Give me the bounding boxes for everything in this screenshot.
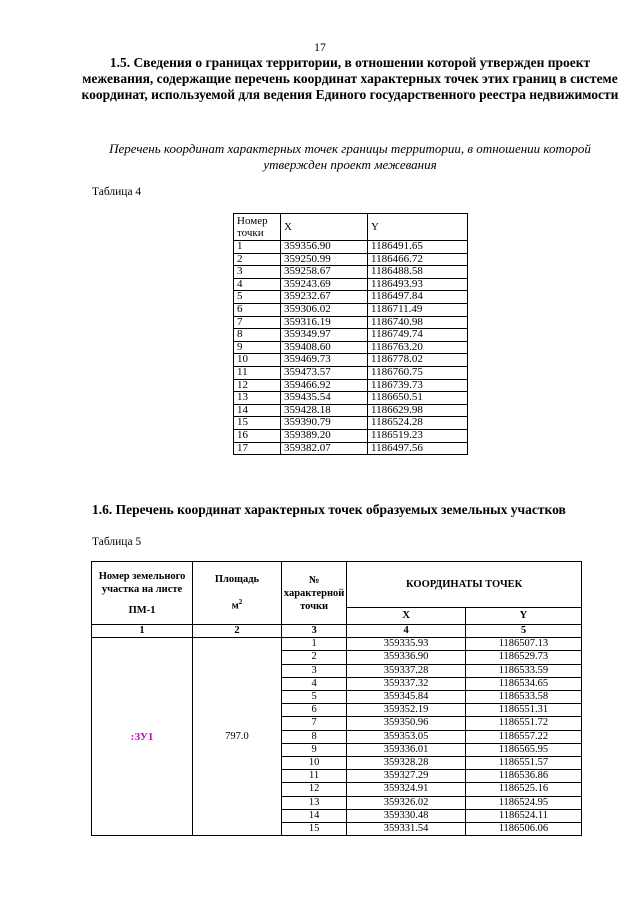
point-number-cell: 1	[281, 638, 347, 651]
point-number-cell: 12	[281, 783, 347, 796]
column-header-x: X	[347, 607, 466, 624]
table-header-row	[234, 214, 468, 241]
parcel-coordinates-body	[92, 625, 582, 836]
x-coordinate-cell: 359435.54	[281, 392, 368, 405]
table4-subtitle: Перечень координат характерных точек границы территории, в отношении которой утвержден проект межевания	[109, 141, 591, 172]
y-coordinate-cell: 1186740.98	[368, 316, 468, 329]
point-number-cell: 12	[234, 379, 281, 392]
section-heading-text: . Сведения о границах территории, в отношении которой утвержден проект межевания, содержащие перечень координат характерных точек этих границ в системе координат, используемой для ведения Единого государственного реестра недвижимости	[81, 55, 619, 102]
x-coordinate-cell: 359336.90	[347, 651, 466, 664]
point-number-cell: 15	[234, 417, 281, 430]
y-coordinate-cell: 1186551.57	[465, 757, 581, 770]
point-number-cell: 11	[234, 366, 281, 379]
y-coordinate-cell: 1186778.02	[368, 354, 468, 367]
x-coordinate-cell: 359469.73	[281, 354, 368, 367]
point-number-cell: 5	[234, 291, 281, 304]
x-coordinate-cell: 359330.48	[347, 809, 466, 822]
table-row	[92, 638, 582, 651]
point-number-cell: 14	[234, 404, 281, 417]
x-coordinate-cell: 359337.32	[347, 677, 466, 690]
point-number-cell: 5	[281, 691, 347, 704]
x-coordinate-cell: 359327.29	[347, 770, 466, 783]
y-coordinate-cell: 1186493.93	[368, 278, 468, 291]
y-coordinate-cell: 1186519.23	[368, 429, 468, 442]
x-coordinate-cell: 359352.19	[347, 704, 466, 717]
y-coordinate-cell: 1186524.95	[465, 796, 581, 809]
x-coordinate-cell: 359408.60	[281, 341, 368, 354]
section-heading-text: . Перечень координат характерных точек образуемых земельных участков	[108, 502, 566, 517]
column-header-coordinates: КООРДИНАТЫ ТОЧЕК	[347, 562, 582, 608]
x-coordinate-cell: 359350.96	[347, 717, 466, 730]
column-header-point-number: № характерной точки	[281, 562, 347, 625]
y-coordinate-cell: 1186534.65	[465, 677, 581, 690]
x-coordinate-cell: 359316.19	[281, 316, 368, 329]
point-number-cell: 9	[234, 341, 281, 354]
table-row	[234, 404, 468, 417]
x-coordinate-cell: 359389.20	[281, 429, 368, 442]
x-coordinate-cell: 359428.18	[281, 404, 368, 417]
parcel-number-header-line1: Номер земельного участка на листе	[98, 570, 186, 595]
y-coordinate-cell: 1186506.06	[465, 823, 581, 836]
x-coordinate-cell: 359331.54	[347, 823, 466, 836]
parcel-number-header-line2: ПМ-1	[128, 604, 156, 616]
y-coordinate-cell: 1186650.51	[368, 392, 468, 405]
y-coordinate-cell: 1186551.72	[465, 717, 581, 730]
section-heading-1-6	[92, 502, 632, 518]
y-coordinate-cell: 1186497.56	[368, 442, 468, 455]
x-coordinate-cell: 359466.92	[281, 379, 368, 392]
parcel-coordinates-table	[91, 561, 582, 836]
section-heading-1-5	[80, 55, 620, 103]
column-index: 4	[347, 625, 466, 638]
section-number: 1.6	[92, 502, 109, 517]
y-coordinate-cell: 1186739.73	[368, 379, 468, 392]
x-coordinate-cell: 359306.02	[281, 303, 368, 316]
point-number-cell: 15	[281, 823, 347, 836]
x-coordinate-cell: 359258.67	[281, 266, 368, 279]
y-coordinate-cell: 1186551.31	[465, 704, 581, 717]
point-number-cell: 4	[281, 677, 347, 690]
point-number-cell: 6	[234, 303, 281, 316]
column-index: 2	[193, 625, 282, 638]
column-header-x: X	[281, 214, 368, 241]
column-index: 5	[465, 625, 581, 638]
table-row	[234, 266, 468, 279]
y-coordinate-cell: 1186529.73	[465, 651, 581, 664]
x-coordinate-cell: 359390.79	[281, 417, 368, 430]
point-number-cell: 16	[234, 429, 281, 442]
x-coordinate-cell: 359250.99	[281, 253, 368, 266]
y-coordinate-cell: 1186711.49	[368, 303, 468, 316]
table-row	[234, 241, 468, 254]
point-number-cell: 4	[234, 278, 281, 291]
y-coordinate-cell: 1186488.58	[368, 266, 468, 279]
point-number-cell: 1	[234, 241, 281, 254]
column-index: 1	[92, 625, 193, 638]
point-number-cell: 13	[234, 392, 281, 405]
point-number-cell: 6	[281, 704, 347, 717]
table-row	[234, 442, 468, 455]
point-number-cell: 7	[281, 717, 347, 730]
column-header-y: Y	[368, 214, 468, 241]
column-index-row	[92, 625, 582, 638]
y-coordinate-cell: 1186533.59	[465, 664, 581, 677]
column-header-area	[193, 562, 282, 625]
point-number-cell: 7	[234, 316, 281, 329]
y-coordinate-cell: 1186525.16	[465, 783, 581, 796]
page-number: 17	[314, 40, 326, 54]
table-header-row	[92, 562, 582, 608]
x-coordinate-cell: 359232.67	[281, 291, 368, 304]
table-row	[234, 429, 468, 442]
boundary-coordinates-table	[233, 213, 468, 455]
y-coordinate-cell: 1186491.65	[368, 241, 468, 254]
point-number-cell: 3	[281, 664, 347, 677]
table-row	[234, 366, 468, 379]
x-coordinate-cell: 359324.91	[347, 783, 466, 796]
table-row	[234, 303, 468, 316]
area-header-unit-sup: 2	[238, 598, 243, 607]
table-row	[234, 329, 468, 342]
column-header-y: Y	[465, 607, 581, 624]
x-coordinate-cell: 359353.05	[347, 730, 466, 743]
parcel-label-cell: :ЗУ1	[92, 638, 193, 836]
point-number-cell: 13	[281, 796, 347, 809]
column-header-parcel-number	[92, 562, 193, 625]
y-coordinate-cell: 1186763.20	[368, 341, 468, 354]
point-number-cell: 11	[281, 770, 347, 783]
point-number-cell: 9	[281, 743, 347, 756]
table-row	[234, 341, 468, 354]
column-header-point-number: Номер точки	[234, 214, 281, 241]
table-row	[234, 291, 468, 304]
y-coordinate-cell: 1186533.58	[465, 691, 581, 704]
x-coordinate-cell: 359356.90	[281, 241, 368, 254]
parcel-area-cell: 797.0	[193, 638, 282, 836]
y-coordinate-cell: 1186524.11	[465, 809, 581, 822]
x-coordinate-cell: 359382.07	[281, 442, 368, 455]
y-coordinate-cell: 1186557.22	[465, 730, 581, 743]
y-coordinate-cell: 1186760.75	[368, 366, 468, 379]
table-row	[234, 354, 468, 367]
area-header-unit: м	[231, 600, 239, 612]
table-row	[234, 278, 468, 291]
x-coordinate-cell: 359336.01	[347, 743, 466, 756]
point-number-cell: 10	[234, 354, 281, 367]
y-coordinate-cell: 1186629.98	[368, 404, 468, 417]
y-coordinate-cell: 1186536.86	[465, 770, 581, 783]
point-number-cell: 2	[281, 651, 347, 664]
x-coordinate-cell: 359473.57	[281, 366, 368, 379]
x-coordinate-cell: 359345.84	[347, 691, 466, 704]
y-coordinate-cell: 1186524.28	[368, 417, 468, 430]
table-row	[234, 417, 468, 430]
table5-caption: Таблица 5	[92, 536, 142, 548]
table4-caption: Таблица 4	[92, 186, 142, 198]
x-coordinate-cell: 359349.97	[281, 329, 368, 342]
x-coordinate-cell: 359326.02	[347, 796, 466, 809]
y-coordinate-cell: 1186466.72	[368, 253, 468, 266]
point-number-cell: 14	[281, 809, 347, 822]
column-index: 3	[281, 625, 347, 638]
point-number-cell: 8	[234, 329, 281, 342]
boundary-coordinates-body	[234, 241, 468, 455]
x-coordinate-cell: 359328.28	[347, 757, 466, 770]
x-coordinate-cell: 359243.69	[281, 278, 368, 291]
section-number: 1.5	[109, 55, 127, 70]
table-row	[234, 379, 468, 392]
y-coordinate-cell: 1186565.95	[465, 743, 581, 756]
area-header-label: Площадь	[214, 574, 260, 586]
point-number-cell: 17	[234, 442, 281, 455]
y-coordinate-cell: 1186749.74	[368, 329, 468, 342]
point-number-cell: 3	[234, 266, 281, 279]
table-row	[234, 316, 468, 329]
y-coordinate-cell: 1186497.84	[368, 291, 468, 304]
x-coordinate-cell: 359337.28	[347, 664, 466, 677]
point-number-cell: 10	[281, 757, 347, 770]
point-number-cell: 8	[281, 730, 347, 743]
point-number-cell: 2	[234, 253, 281, 266]
x-coordinate-cell: 359335.93	[347, 638, 466, 651]
table-row	[234, 392, 468, 405]
y-coordinate-cell: 1186507.13	[465, 638, 581, 651]
table-row	[234, 253, 468, 266]
